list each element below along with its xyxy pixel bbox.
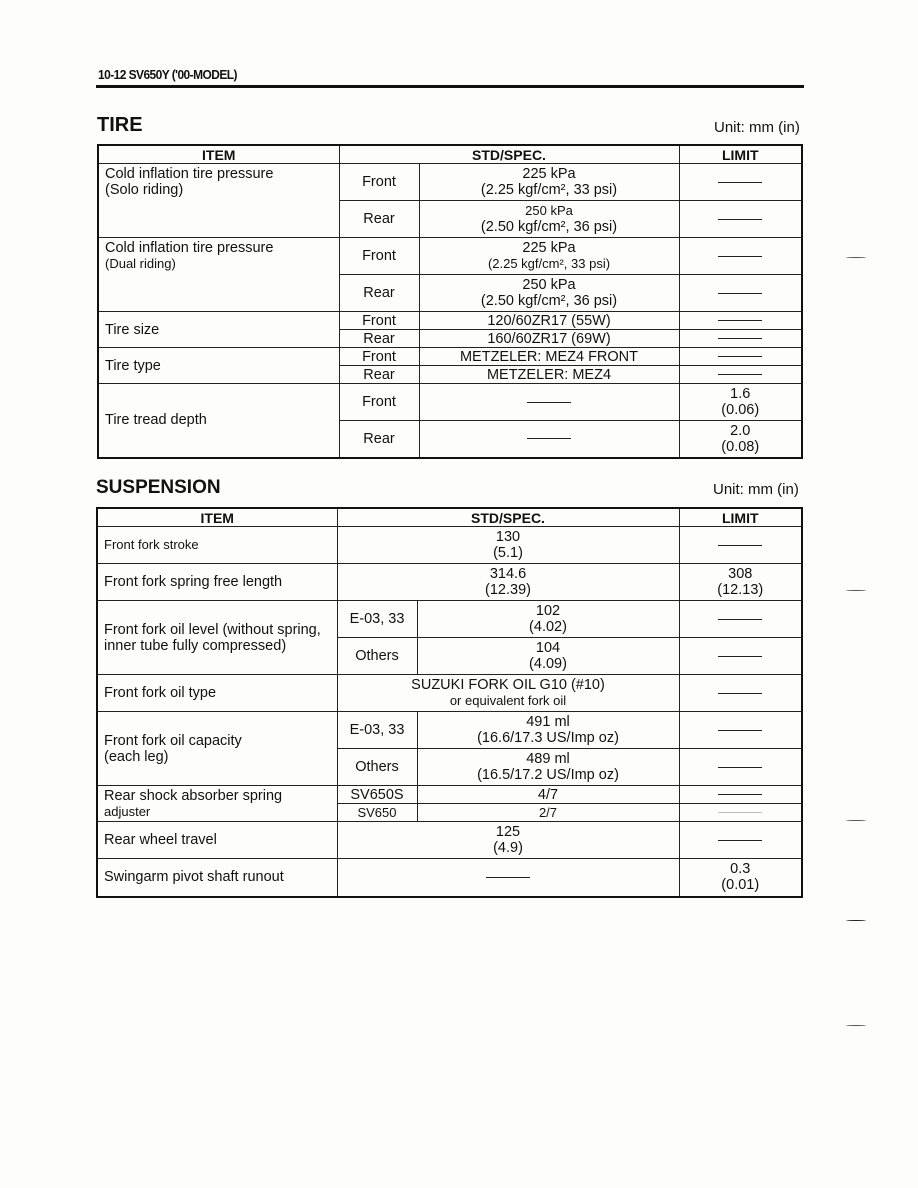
sub-label: Front: [339, 312, 419, 330]
value-line: 250 kPa: [525, 203, 573, 218]
spec-value: 2/7: [417, 804, 679, 822]
sub-label: Rear: [339, 275, 419, 312]
suspension-col-item: ITEM: [97, 508, 337, 527]
row-item-cell: [98, 164, 339, 238]
dash-mark: [718, 356, 762, 357]
suspension-col-limit: LIMIT: [679, 508, 802, 527]
value-line: or equivalent fork oil: [449, 693, 567, 708]
item-label: Cold inflation tire pressure: [105, 240, 274, 256]
suspension-unit-label: Unit: mm (in): [713, 481, 799, 498]
value-line: 130: [495, 529, 521, 545]
tire-col-limit: LIMIT: [679, 145, 802, 164]
item-label: inner tube fully compressed): [104, 637, 287, 654]
item-label: Front fork stroke: [97, 527, 337, 564]
value-line: 102: [535, 603, 561, 619]
value-line: (16.6/17.3 US/Imp oz): [477, 730, 619, 746]
value-line: 250 kPa: [522, 277, 576, 293]
limit-value: [679, 275, 802, 312]
table-row: [97, 786, 802, 804]
limit-value: [679, 330, 802, 348]
tire-col-item: ITEM: [98, 145, 339, 164]
table-row: [97, 859, 802, 897]
value-line: 489 ml: [526, 751, 570, 767]
sub-label: Rear: [339, 366, 419, 384]
spec-value: [337, 564, 679, 601]
item-label: adjuster: [104, 803, 151, 819]
value-line: (0.06): [721, 402, 760, 418]
limit-value: [679, 527, 802, 564]
table-row: [97, 675, 802, 712]
item-label: Rear wheel travel: [97, 822, 337, 859]
value-line: 314.6: [489, 566, 527, 582]
sub-label: Front: [339, 384, 419, 421]
item-label: Swingarm pivot shaft runout: [97, 859, 337, 897]
dash-mark: [718, 338, 762, 339]
limit-value: [679, 312, 802, 330]
spec-value: 120/60ZR17 (55W): [419, 312, 679, 330]
scan-mark: [846, 920, 866, 921]
scan-mark: [846, 820, 866, 821]
dash-mark: [718, 619, 762, 620]
dash-mark: [718, 374, 762, 375]
spec-value: [419, 164, 679, 201]
spec-value: 4/7: [417, 786, 679, 804]
value-line: (0.01): [721, 877, 760, 894]
value-line: 225 kPa: [522, 166, 576, 182]
dash-mark: [718, 812, 762, 813]
sub-label: Others: [337, 749, 417, 786]
limit-value: [679, 804, 802, 822]
dash-mark: [718, 219, 762, 220]
limit-value: [679, 384, 802, 421]
value-line: (0.08): [721, 438, 760, 455]
item-label: Tire type: [98, 348, 339, 384]
spec-value: [419, 384, 679, 421]
spec-value: [417, 601, 679, 638]
dash-mark: [718, 767, 762, 768]
item-label: Tire tread depth: [98, 384, 339, 458]
spec-value: METZELER: MEZ4: [419, 366, 679, 384]
limit-value: [679, 348, 802, 366]
dash-mark: [718, 256, 762, 257]
tire-unit-label: Unit: mm (in): [714, 119, 800, 136]
scan-mark: [846, 1025, 866, 1026]
table-row: [97, 527, 802, 564]
value-line: 491 ml: [526, 714, 570, 730]
value-line: (4.9): [493, 840, 523, 856]
dash-mark: [718, 730, 762, 731]
spec-value: [417, 712, 679, 749]
spec-value: [337, 675, 679, 712]
dash-mark: [527, 438, 571, 439]
dash-mark: [718, 840, 762, 841]
value-line: 2.0: [730, 422, 751, 439]
dash-mark: [718, 794, 762, 795]
header-divider: [96, 85, 804, 88]
value-line: (5.1): [493, 545, 523, 561]
value-line: (2.50 kgf/cm², 36 psi): [480, 219, 618, 235]
item-label: Tire size: [98, 312, 339, 348]
value-line: (2.25 kgf/cm², 33 psi): [480, 182, 618, 198]
value-line: (2.25 kgf/cm², 33 psi): [487, 256, 611, 271]
dash-mark: [718, 693, 762, 694]
limit-value: [679, 238, 802, 275]
value-line: (2.50 kgf/cm², 36 psi): [480, 293, 618, 309]
item-label: Front fork oil capacity: [104, 732, 242, 749]
table-row: [98, 348, 802, 366]
sub-label: Front: [339, 164, 419, 201]
table-row: [98, 312, 802, 330]
spec-value: 160/60ZR17 (69W): [419, 330, 679, 348]
item-label: Cold inflation tire pressure: [105, 166, 274, 182]
item-label: (Dual riding): [105, 256, 176, 271]
dash-mark: [718, 545, 762, 546]
spec-value: [337, 822, 679, 859]
item-label: Front fork oil level (without spring,: [104, 621, 321, 638]
limit-value: [679, 675, 802, 712]
sub-label: Others: [337, 638, 417, 675]
item-label: (Solo riding): [105, 182, 184, 198]
value-line: (12.39): [485, 582, 531, 598]
sub-label: Front: [339, 238, 419, 275]
scan-mark: [846, 590, 866, 591]
dash-mark: [718, 656, 762, 657]
limit-value: [679, 421, 802, 458]
sub-label: Rear: [339, 330, 419, 348]
value-line: 104: [535, 640, 561, 656]
item-label: Front fork spring free length: [97, 564, 337, 601]
sub-label: E-03, 33: [337, 712, 417, 749]
table-row: [97, 601, 802, 638]
sub-label: Front: [339, 348, 419, 366]
value-line: (4.09): [529, 656, 567, 672]
value-line: 0.3: [730, 861, 751, 878]
dash-mark: [486, 877, 530, 878]
value-line: 1.6: [730, 386, 751, 402]
spec-value: [417, 638, 679, 675]
limit-value: [679, 786, 802, 804]
limit-value: [679, 201, 802, 238]
spec-value: METZELER: MEZ4 FRONT: [419, 348, 679, 366]
sub-label: SV650: [337, 804, 417, 822]
spec-value: [337, 527, 679, 564]
limit-value: [679, 164, 802, 201]
limit-value: [679, 366, 802, 384]
value-line: 125: [495, 824, 521, 840]
table-row: [97, 712, 802, 749]
item-label: Rear shock absorber spring: [104, 787, 283, 804]
limit-value: [679, 859, 802, 897]
row-item-cell: [97, 712, 337, 786]
dash-mark: [718, 320, 762, 321]
sub-label: SV650S: [337, 786, 417, 804]
limit-value: [679, 712, 802, 749]
limit-value: [679, 749, 802, 786]
value-line: (12.13): [717, 582, 764, 598]
tire-col-spec: STD/SPEC.: [339, 145, 679, 164]
table-row: [98, 238, 802, 275]
value-line: 225 kPa: [522, 240, 576, 256]
value-line: (16.5/17.2 US/Imp oz): [477, 767, 619, 783]
spec-value: [337, 859, 679, 897]
scan-mark: [846, 257, 866, 258]
row-item-cell: [97, 601, 337, 675]
tire-spec-table: [97, 144, 803, 459]
spec-value: [419, 201, 679, 238]
suspension-col-spec: STD/SPEC.: [337, 508, 679, 527]
limit-value: [679, 601, 802, 638]
spec-value: [419, 238, 679, 275]
suspension-section-title: SUSPENSION: [96, 477, 221, 498]
table-row: [98, 384, 802, 421]
value-line: SUZUKI FORK OIL G10 (#10): [411, 677, 605, 693]
tire-section-title: TIRE: [97, 114, 143, 136]
dash-mark: [718, 293, 762, 294]
sub-label: Rear: [339, 421, 419, 458]
sub-label: Rear: [339, 201, 419, 238]
row-item-cell: [98, 238, 339, 312]
spec-value: [417, 749, 679, 786]
value-line: (4.02): [529, 619, 567, 635]
row-item-cell: [97, 786, 337, 822]
limit-value: [679, 564, 802, 601]
sub-label: E-03, 33: [337, 601, 417, 638]
table-row: [98, 164, 802, 201]
dash-mark: [527, 402, 571, 403]
limit-value: [679, 638, 802, 675]
spec-value: [419, 275, 679, 312]
table-row: [97, 822, 802, 859]
table-row: [97, 564, 802, 601]
item-label: (each leg): [104, 748, 169, 765]
suspension-spec-table: [96, 507, 803, 898]
page-header-reference: 10-12 SV650Y ('00-MODEL): [98, 67, 237, 82]
value-line: 308: [728, 566, 753, 582]
spec-value: [419, 421, 679, 458]
dash-mark: [718, 182, 762, 183]
item-label: Front fork oil type: [97, 675, 337, 712]
limit-value: [679, 822, 802, 859]
